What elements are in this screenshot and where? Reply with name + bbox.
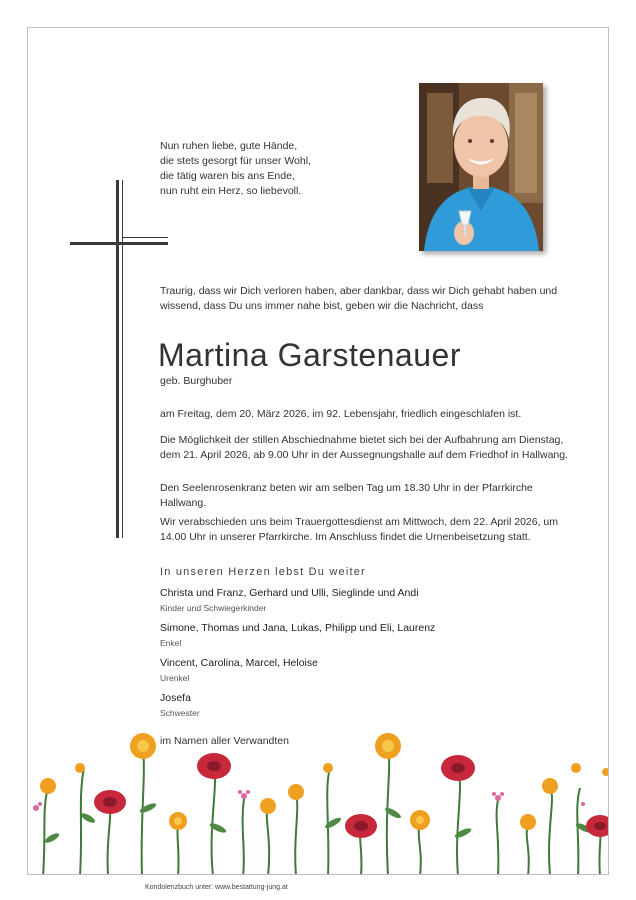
funeral-info: Wir verabschieden uns beim Trauergottesdienst am Mittwoch, dem 22. April 2026, um 14.00 Uhr in unserer Pfarrkirche. Im Anschluss findet die Urnenbeisetzung statt. bbox=[160, 516, 559, 543]
rosary-info: Den Seelenrosenkranz beten wir am selben Tag um 18.30 Uhr in der Pfarrkirche Hallwang. bbox=[160, 482, 533, 509]
mourner-relation: Enkel bbox=[160, 638, 182, 648]
mourner-group bbox=[160, 692, 200, 718]
mourner-relation: Schwester bbox=[160, 708, 200, 718]
deceased-name: Martina Garstenauer bbox=[158, 337, 461, 373]
poem-line: Nun ruhen liebe, gute Hände, bbox=[160, 140, 298, 152]
mourner-names: Simone, Thomas und Jana, Lukas, Philipp und Eli, Laurenz bbox=[160, 622, 436, 634]
mourner-names: Christa und Franz, Gerhard und Ulli, Sieglinde und Andi bbox=[160, 587, 419, 599]
intro-text: Traurig, dass wir Dich verloren haben, aber dankbar, dass wir Dich gehabt haben und wissend, dass Du uns immer nahe bist, geben wir die Nachricht, dass bbox=[160, 285, 558, 312]
poem-line: die stets gesorgt für unser Wohl, bbox=[160, 155, 311, 167]
mourner-group bbox=[160, 587, 419, 613]
mourners-heading: In unseren Herzen lebst Du weiter bbox=[160, 566, 366, 578]
mourner-relation: Urenkel bbox=[160, 673, 190, 683]
portrait-photo bbox=[419, 83, 543, 251]
viewing-info: Die Möglichkeit der stillen Abschiednahme bietet sich bei der Aufbahrung am Dienstag, dem 21. April 2026, ab 9.00 Uhr in der Aussegnungshalle auf dem Friedhof in Hallwang. bbox=[160, 434, 569, 461]
obituary-card bbox=[27, 27, 609, 875]
death-notice: am Freitag, dem 20. März 2026, im 92. Lebensjahr, friedlich eingeschlafen ist. bbox=[160, 408, 522, 420]
condolence-footer: Kondolenzbuch unter: www.bestattung-jung.at bbox=[145, 884, 288, 891]
mourner-relation: Kinder und Schwiegerkinder bbox=[160, 603, 267, 613]
mourner-names: Vincent, Carolina, Marcel, Heloise bbox=[160, 657, 318, 669]
maiden-name: geb. Burghuber bbox=[160, 375, 233, 387]
relatives-line: im Namen aller Verwandten bbox=[160, 735, 289, 747]
mourner-group bbox=[160, 622, 435, 648]
mourner-names: Josefa bbox=[160, 692, 191, 704]
mourner-group bbox=[160, 657, 318, 683]
poem bbox=[160, 139, 311, 199]
poem-line: nun ruht ein Herz, so liebevoll. bbox=[160, 185, 302, 197]
poem-line: die tätig waren bis ans Ende, bbox=[160, 170, 295, 182]
flower-border-illustration bbox=[28, 728, 609, 875]
